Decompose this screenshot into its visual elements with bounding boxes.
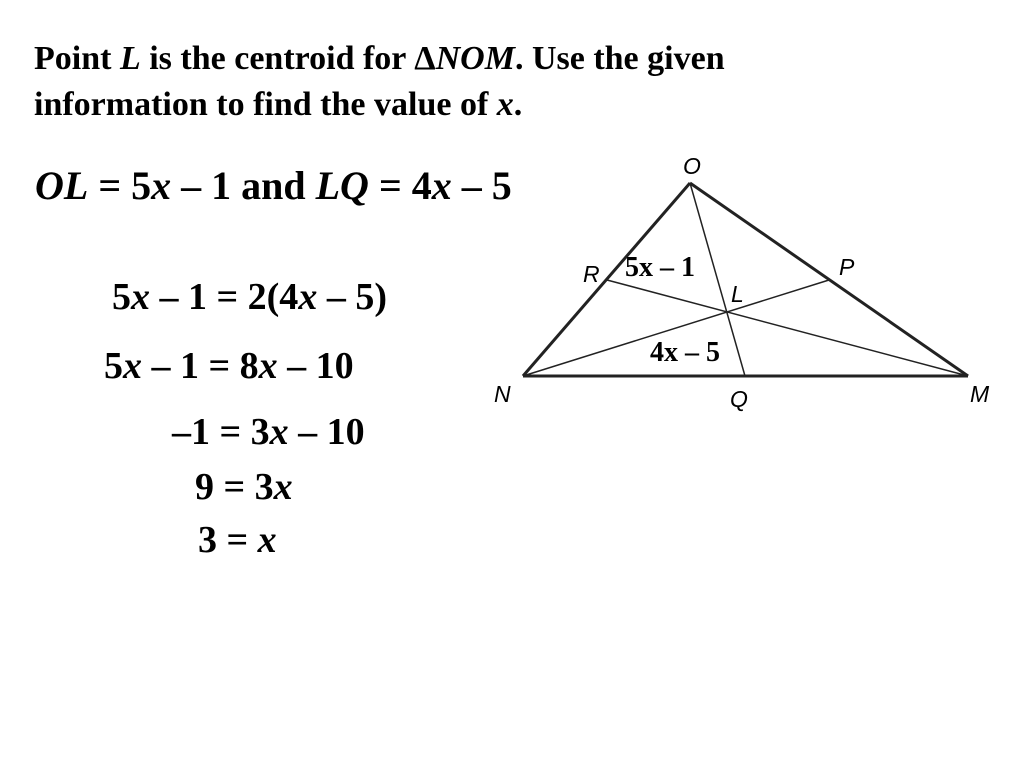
triangle-symbol: Δ — [414, 40, 436, 77]
step-part: – 10 — [277, 345, 354, 387]
point-label-r: R — [583, 261, 600, 287]
step-part: – 5) — [317, 276, 387, 318]
segment-label-lq: 4x – 5 — [650, 337, 720, 368]
given-fragment: – 1 and — [171, 163, 316, 208]
variable-x: x — [298, 276, 318, 318]
variable-x: x — [151, 163, 172, 208]
step-part: – 1 = 8 — [142, 345, 259, 387]
problem-text-fragment: Point — [34, 40, 120, 77]
given-fragment: = 4 — [368, 163, 432, 208]
point-name: L — [119, 40, 141, 77]
step-part: 9 = 3 — [195, 466, 274, 508]
problem-line-1 — [34, 36, 934, 82]
triangle-name: NOM — [435, 40, 515, 77]
variable-x: x — [431, 163, 452, 208]
variable-x: x — [258, 345, 278, 387]
given-information — [35, 162, 512, 209]
solution-step-3 — [172, 410, 365, 454]
vertex-label-o: O — [683, 153, 701, 179]
side-om — [690, 183, 968, 376]
point-label-q: Q — [730, 386, 748, 412]
problem-text-fragment: is the centroid for — [140, 40, 415, 77]
segment-lq: LQ — [315, 163, 369, 208]
given-fragment: – 5 — [451, 163, 512, 208]
given-fragment: = 5 — [88, 163, 152, 208]
solution-step-2 — [104, 344, 354, 388]
step-part: 3 = — [198, 519, 258, 561]
point-label-p: P — [839, 254, 855, 280]
solution-step-4 — [195, 465, 293, 509]
problem-line-2 — [34, 82, 934, 128]
segment-ol: OL — [35, 163, 89, 208]
problem-text-fragment: . — [513, 86, 523, 123]
centroid-label-l: L — [731, 281, 744, 307]
variable-x: x — [273, 466, 293, 508]
solution-step-1 — [112, 275, 387, 319]
variable-x: x — [123, 345, 142, 387]
problem-statement — [34, 36, 934, 128]
segment-label-ol: 5x – 1 — [625, 252, 695, 283]
step-part: 5 — [104, 345, 123, 387]
problem-text-fragment: . Use the given — [514, 40, 725, 77]
step-part: 5 — [112, 276, 131, 318]
variable-x: x — [131, 276, 150, 318]
solution-step-5 — [198, 518, 277, 562]
variable-name: x — [496, 86, 514, 123]
step-part: – 10 — [288, 411, 365, 453]
triangle-diagram — [480, 140, 1000, 430]
vertex-label-n: N — [494, 381, 511, 407]
vertex-label-m: M — [970, 381, 990, 407]
problem-text-fragment: information to find the value of — [34, 86, 497, 123]
variable-x: x — [269, 411, 289, 453]
step-part: 2(4 — [247, 276, 299, 318]
step-part: – 1 = — [150, 276, 248, 318]
variable-x: x — [257, 519, 277, 561]
step-part: –1 = 3 — [172, 411, 270, 453]
